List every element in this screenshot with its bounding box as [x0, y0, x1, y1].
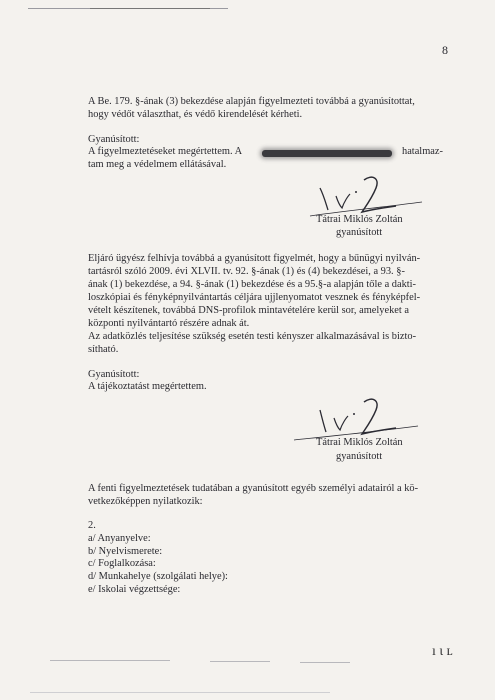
- list-item: e/ Iskolai végzettsége:: [88, 584, 181, 595]
- list-item: b/ Nyelvismerete:: [88, 546, 163, 557]
- paragraph-line: vetkezőképpen nyilatkozik:: [88, 496, 203, 507]
- page-number: 8: [442, 43, 448, 57]
- handwritten-initials: ı ι ʟ: [432, 644, 453, 659]
- scan-artifact-line: [50, 660, 170, 661]
- list-number: 2.: [88, 520, 96, 531]
- paragraph-line: ának (1) bekezdése, a 94. §-ának (1) bekezdése és a 95.§-a alapján tőle a dakti-: [88, 279, 417, 290]
- statement-line: A figyelmeztetéseket megértettem. A: [88, 146, 243, 157]
- scan-artifact-line: [30, 692, 330, 693]
- paragraph-line: Az adatközlés teljesítése szükség esetén testi kényszer alkalmazásával is bizto-: [88, 331, 417, 342]
- list-item: d/ Munkahelye (szolgálati helye):: [88, 571, 228, 582]
- statement-heading: Gyanúsított:: [88, 134, 140, 145]
- statement-line: tam meg a védelmem ellátásával.: [88, 159, 227, 170]
- signer-name: Tátrai Miklós Zoltán: [316, 437, 403, 448]
- paragraph-line: tartásról szóló 2009. évi XLVII. tv. 92. §-ának (1) és (4) bekezdései, a 93. §-: [88, 266, 405, 277]
- paragraph-line: loszkópiai és fényképnyilvántartás céljára ujjlenyomatot vesznek és fényképfel-: [88, 292, 421, 303]
- scan-artifact-line: [210, 661, 270, 662]
- signer-name: Tátrai Miklós Zoltán: [316, 214, 403, 225]
- paragraph-line: A Be. 179. §-ának (3) bekezdése alapján figyelmezteti továbbá a gyanúsítottat,: [88, 96, 415, 107]
- list-item: c/ Foglalkozása:: [88, 558, 156, 569]
- handwritten-signature: [306, 166, 426, 218]
- list-item: a/ Anyanyelve:: [88, 533, 151, 544]
- paragraph-line: hogy védőt választhat, és védő kirendelését kérheti.: [88, 109, 303, 120]
- signer-role: gyanúsított: [336, 451, 383, 462]
- redaction-bar: [262, 150, 392, 157]
- top-edge-line-short: [90, 8, 210, 9]
- paragraph-line: központi nyilvántartó részére adnak át.: [88, 318, 250, 329]
- scan-artifact-line: [300, 662, 350, 663]
- signer-role: gyanúsított: [336, 227, 383, 238]
- paragraph-line: A fenti figyelmeztetések tudatában a gyanúsított egyéb személyi adatairól a kö-: [88, 483, 419, 494]
- statement-line: A tájékoztatást megértettem.: [88, 381, 207, 392]
- paragraph-line: Eljáró ügyész felhívja továbbá a gyanúsított figyelmét, hogy a bűnügyi nyilván-: [88, 253, 421, 264]
- statement-heading: Gyanúsított:: [88, 369, 140, 380]
- paragraph-line: sítható.: [88, 344, 119, 355]
- handwritten-signature: [292, 388, 422, 442]
- paragraph-line: vételt készítenek, továbbá DNS-profilok mintavételére kerül sor, amelyeket a: [88, 305, 409, 316]
- statement-line-end: hatalmaz-: [402, 146, 443, 157]
